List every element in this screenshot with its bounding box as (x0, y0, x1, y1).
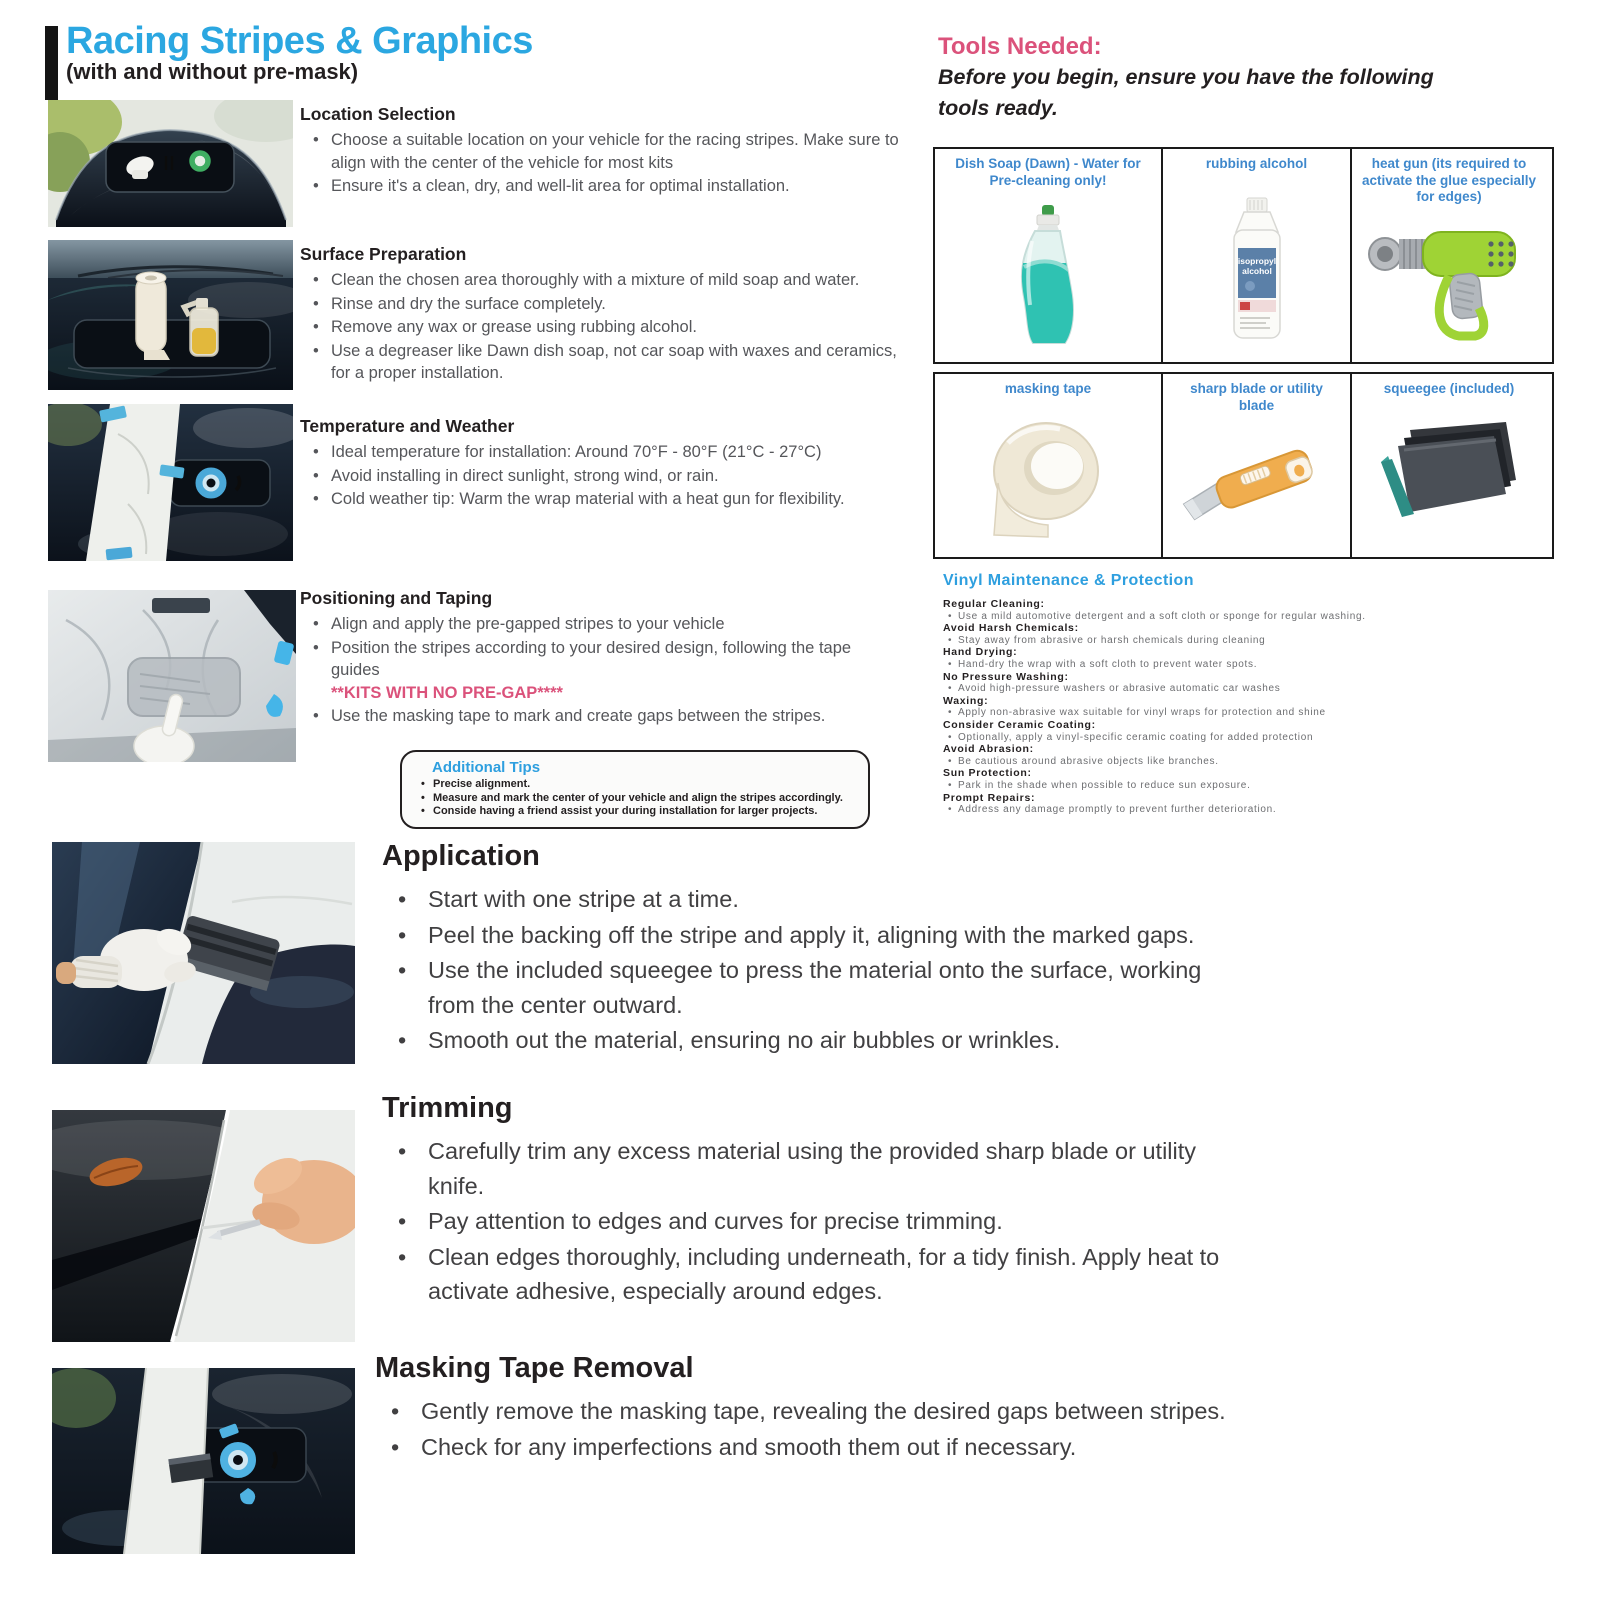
section-bullet: • Gently remove the masking tape, revealing the desired gaps between stripes. (375, 1394, 1240, 1429)
section-bullet: • Use the included squeegee to press the material onto the surface, working from the center outward. (382, 953, 1247, 1022)
maintenance-label: Prompt Repairs: (943, 791, 1036, 804)
page-subtitle: (with and without pre-mask) (66, 59, 359, 84)
step-bullet: • Use a degreaser like Dawn dish soap, not car soap with waxes and ceramics, for a proper installation. (310, 340, 900, 385)
pre-gap-note: **KITS WITH NO PRE-GAP**** (331, 683, 563, 702)
tip-bullet: • Measure and mark the center of your vehicle and align the stripes accordingly. (416, 792, 858, 806)
additional-tips-box (400, 750, 870, 829)
tape-removal-photo-illustration (52, 1368, 355, 1554)
maintenance-bullet: • Optionally, apply a vinyl-specific ceramic coating for added protection (943, 732, 1543, 744)
tool-cell-dish-soap (935, 149, 1161, 362)
section-heading: Application (382, 840, 540, 872)
maintenance-bullet: • Stay away from abrasive or harsh chemicals during cleaning (943, 635, 1543, 647)
step-bullet: • Remove any wax or grease using rubbing alcohol. (310, 316, 900, 339)
maintenance-bullet: • Apply non-abrasive wax suitable for vinyl wraps for protection and shine (943, 707, 1543, 719)
additional-tips-heading: Additional Tips (432, 759, 541, 776)
photo-location-selection (48, 100, 293, 227)
section-bullet: • Peel the backing off the stripe and apply it, aligning with the marked gaps. (382, 918, 1247, 953)
maintenance-bullet: • Hand-dry the wrap with a soft cloth to prevent water spots. (943, 659, 1543, 671)
tool-label: rubbing alcohol (1205, 156, 1308, 171)
tool-label: heat gun (its required to activate the glue especially for edges) (1361, 156, 1537, 204)
step-bullet: • Choose a suitable location on your vehicle for the racing stripes. Make sure to align with the center of the vehicle for most kits (310, 129, 900, 174)
step-bullet-list (310, 613, 900, 728)
section-masking-tape-removal (375, 1352, 1240, 1465)
maintenance-bullet: • Use a mild automotive detergent and a soft cloth or sponge for regular washing. (943, 611, 1543, 623)
step-bullet: • Ideal temperature for installation: Around 70°F - 80°F (21°C - 27°C) (310, 441, 900, 464)
tools-needed-heading: Tools Needed: (938, 33, 1102, 60)
vinyl-maintenance-section (943, 572, 1543, 816)
additional-tips-list (416, 778, 858, 819)
maintenance-bullet: • Be cautious around abrasive objects like branches. (943, 756, 1543, 768)
maintenance-label: Regular Cleaning: (943, 598, 1045, 610)
masking-tape-icon (935, 398, 1161, 558)
photo-application (52, 842, 355, 1064)
maintenance-item (943, 720, 1543, 743)
squeegee-application-photo-illustration (52, 842, 355, 1064)
photo-temperature-weather (48, 404, 293, 561)
tool-label: squeegee (included) (1383, 381, 1515, 396)
bottle-label-line2: alcohol (1241, 266, 1272, 277)
photo-masking-tape-removal (52, 1368, 355, 1554)
taped-sheet-photo-illustration (48, 404, 293, 561)
vinyl-maintenance-heading: Vinyl Maintenance & Protection (943, 572, 1194, 589)
page-title: Racing Stripes & Graphics (66, 20, 533, 62)
photo-positioning-taping (48, 590, 296, 762)
step-heading: Surface Preparation (300, 244, 467, 264)
tools-needed-intro: Before you begin, ensure you have the following tools ready. (938, 65, 1434, 120)
step-bullet-list (310, 269, 900, 385)
step-location-selection (300, 104, 900, 199)
section-bullet-list (382, 1134, 1247, 1309)
dish-soap-icon (935, 189, 1161, 362)
photo-trimming (52, 1110, 355, 1342)
maintenance-item (943, 599, 1543, 622)
step-heading: Temperature and Weather (300, 416, 515, 436)
rubbing-alcohol-bottle-icon (1163, 173, 1350, 363)
vinyl-maintenance-list (943, 599, 1543, 816)
section-application (382, 840, 1247, 1059)
maintenance-item (943, 623, 1543, 646)
step-surface-preparation (300, 244, 900, 386)
maintenance-item (943, 768, 1543, 791)
maintenance-item (943, 647, 1543, 670)
maintenance-label: Hand Drying: (943, 646, 1018, 659)
step-heading: Location Selection (300, 104, 456, 124)
step-bullet: • Ensure it's a clean, dry, and well-lit area for optimal installation. (310, 175, 900, 198)
section-bullet-list (375, 1394, 1240, 1464)
tool-cell-masking-tape (935, 374, 1161, 557)
tip-bullet: • Conside having a friend assist your during installation for larger projects. (416, 805, 858, 819)
positioning-hand-photo-illustration (48, 590, 296, 762)
section-heading: Trimming (382, 1092, 513, 1124)
step-bullet-list (310, 129, 900, 198)
maintenance-label: Consider Ceramic Coating: (943, 718, 1096, 731)
tools-grid-row1 (933, 147, 1554, 364)
step-bullet: • Avoid installing in direct sunlight, strong wind, or rain. (310, 465, 900, 488)
photo-surface-preparation (48, 240, 293, 390)
step-bullet: • Use the masking tape to mark and create gaps between the stripes. (310, 705, 900, 728)
maintenance-item (943, 696, 1543, 719)
step-bullet: • Clean the chosen area thoroughly with a mixture of mild soap and water. (310, 269, 900, 292)
cleaning-supplies-photo-illustration (48, 240, 293, 390)
section-bullet: • Carefully trim any excess material using the provided sharp blade or utility knife. (382, 1134, 1247, 1203)
maintenance-item (943, 793, 1543, 816)
tool-cell-heat-gun (1350, 149, 1546, 362)
tool-cell-utility-knife (1161, 374, 1350, 557)
step-temperature-weather (300, 416, 900, 512)
maintenance-item (943, 672, 1543, 695)
bottle-label-line1: isopropyl (1237, 256, 1276, 267)
step-heading: Positioning and Taping (300, 588, 493, 608)
step-bullet: • Position the stripes according to your desired design, following the tape guides **KITS WITH NO PRE-GAP**** (310, 637, 900, 705)
step-bullet-list (310, 441, 900, 511)
maintenance-label: Avoid Abrasion: (943, 743, 1034, 756)
step-bullet: • Align and apply the pre-gapped stripes to your vehicle (310, 613, 900, 636)
step-positioning-taping (300, 588, 900, 729)
tip-bullet: • Precise alignment. (416, 778, 858, 792)
utility-knife-icon (1163, 414, 1350, 557)
section-bullet-list (382, 882, 1247, 1058)
tool-label: sharp blade or utility blade (1190, 381, 1323, 413)
trimming-photo-illustration (52, 1110, 355, 1342)
section-bullet: • Check for any imperfections and smooth them out if necessary. (375, 1430, 1240, 1465)
step-bullet: • Rinse and dry the surface completely. (310, 293, 900, 316)
maintenance-label: Sun Protection: (943, 767, 1032, 780)
title-accent-bar (45, 26, 58, 100)
tools-grid-row2 (933, 372, 1554, 559)
section-trimming (382, 1092, 1247, 1310)
section-bullet: • Clean edges thoroughly, including underneath, for a tidy finish. Apply heat to activate adhesive, especially around edges. (382, 1240, 1247, 1309)
step-bullet: • Cold weather tip: Warm the wrap material with a heat gun for flexibility. (310, 488, 900, 511)
tool-cell-squeegee (1350, 374, 1546, 557)
section-bullet: • Pay attention to edges and curves for precise trimming. (382, 1204, 1247, 1239)
maintenance-label: Avoid Harsh Chemicals: (943, 622, 1079, 635)
maintenance-bullet: • Address any damage promptly to prevent further deterioration. (943, 804, 1543, 816)
tool-label: Dish Soap (Dawn) - Water for Pre-cleaning only! (955, 156, 1141, 188)
maintenance-bullet: • Park in the shade when possible to reduce sun exposure. (943, 780, 1543, 792)
section-heading: Masking Tape Removal (375, 1352, 694, 1384)
squeegee-icon (1352, 398, 1546, 558)
section-bullet: • Start with one stripe at a time. (382, 882, 1247, 917)
maintenance-label: Waxing: (943, 694, 989, 707)
section-bullet: • Smooth out the material, ensuring no air bubbles or wrinkles. (382, 1023, 1247, 1058)
tool-cell-rubbing-alcohol (1161, 149, 1350, 362)
heat-gun-icon (1352, 206, 1546, 363)
car-hood-photo-illustration (48, 100, 293, 227)
maintenance-label: No Pressure Washing: (943, 670, 1069, 683)
maintenance-bullet: • Avoid high-pressure washers or abrasive automatic car washes (943, 683, 1543, 695)
maintenance-item (943, 744, 1543, 767)
tool-label: masking tape (1004, 381, 1092, 396)
